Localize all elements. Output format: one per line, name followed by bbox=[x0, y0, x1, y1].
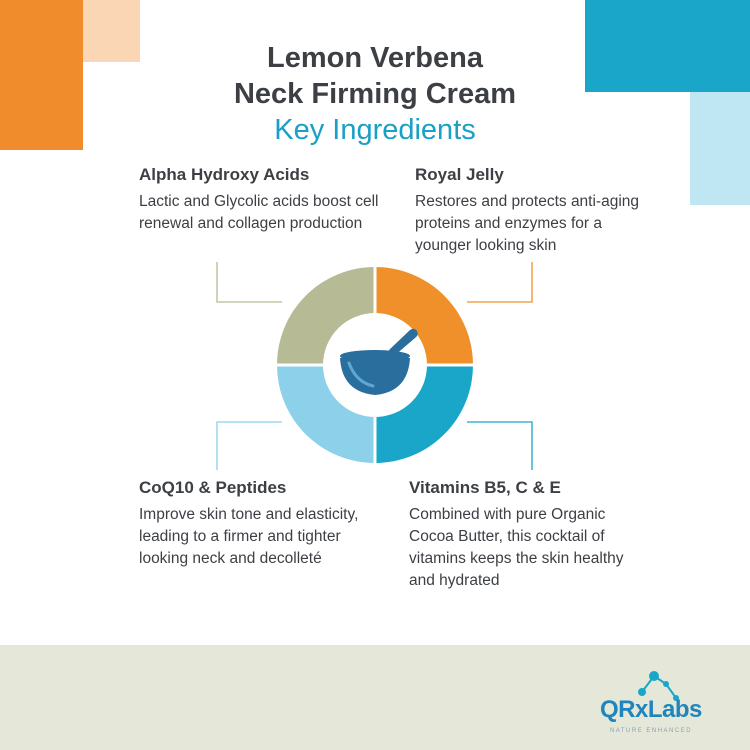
product-title-line2: Neck Firming Cream bbox=[233, 78, 517, 110]
connector-bottom-right bbox=[467, 422, 532, 470]
connector-top-right bbox=[467, 262, 532, 302]
connector-lines bbox=[217, 262, 282, 302]
ingredient-name: CoQ10 & Peptides bbox=[139, 478, 287, 497]
ingredient-description: Restores and protects anti-aging proteins and enzymes for a younger looking skin bbox=[415, 193, 640, 254]
ingredient-description: Improve skin tone and elasticity, leading to a firmer and tighter looking neck and decolleté bbox=[139, 506, 359, 567]
subtitle: Key Ingredients bbox=[274, 114, 476, 146]
ingredient-name: Vitamins B5, C & E bbox=[409, 478, 561, 497]
logo-tagline: NATURE ENHANCED bbox=[610, 728, 693, 734]
ingredient-description: Lactic and Glycolic acids boost cell renewal and collagen production bbox=[139, 193, 379, 232]
ingredient-description: Combined with pure Organic Cocoa Butter, this cocktail of vitamins keeps the skin healthy and hydrated bbox=[409, 506, 624, 589]
brand-logo bbox=[600, 668, 730, 740]
product-title-line1: Lemon Verbena bbox=[267, 42, 483, 74]
connector-bottom-left bbox=[217, 422, 282, 470]
ingredient-name: Royal Jelly bbox=[415, 165, 504, 184]
connector-top-left bbox=[217, 262, 282, 302]
logo-text: QRxLabs bbox=[600, 696, 702, 723]
ingredient-name: Alpha Hydroxy Acids bbox=[139, 165, 310, 184]
